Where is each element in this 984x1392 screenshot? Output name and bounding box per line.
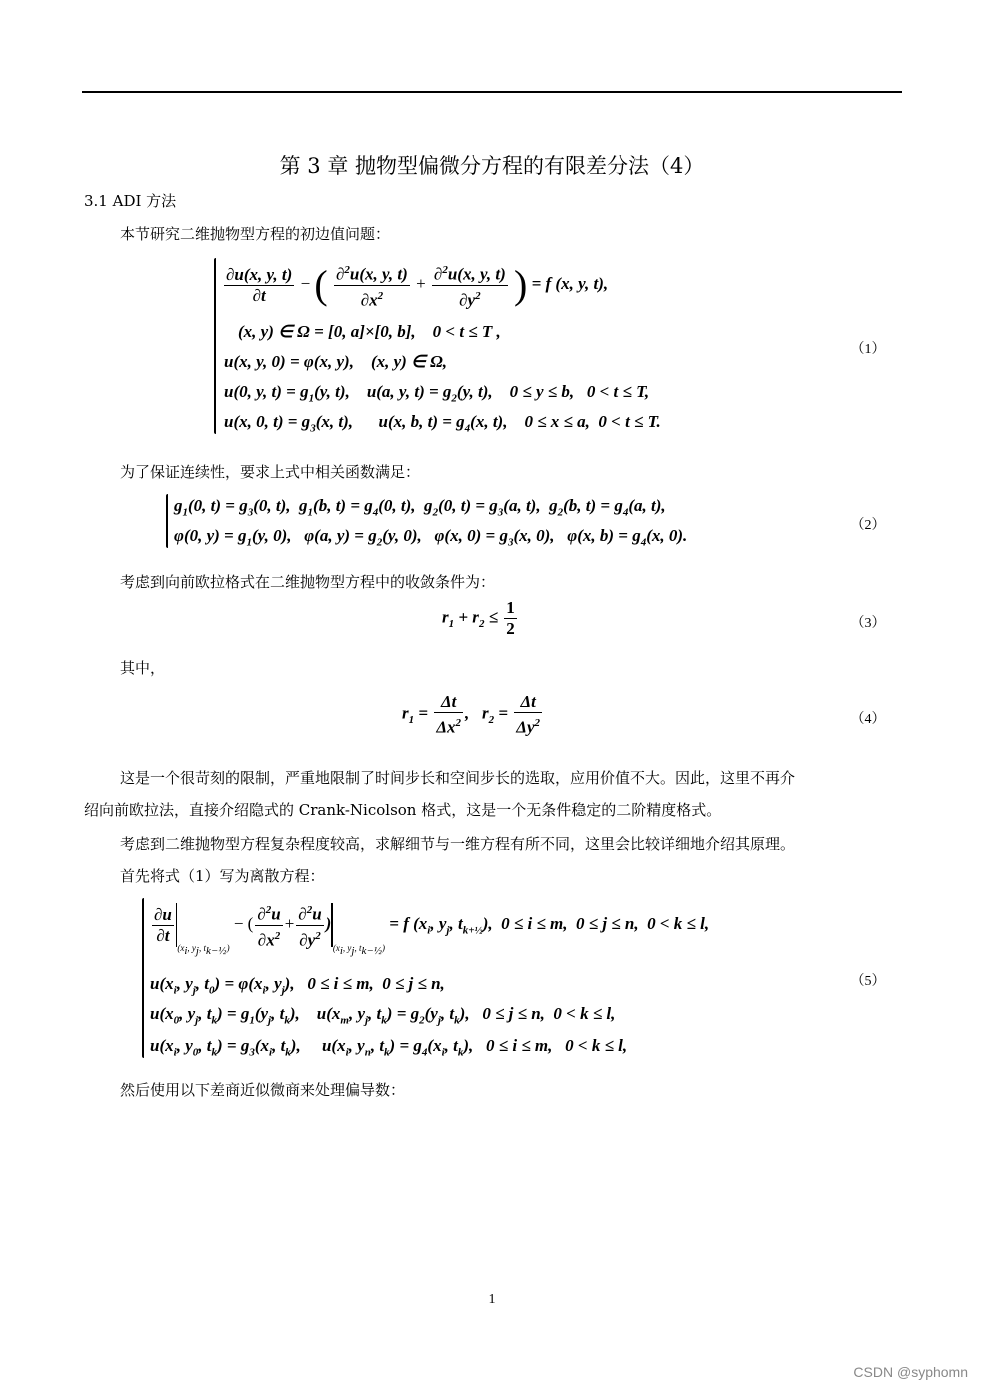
chapter-title: 第 3 章 抛物型偏微分方程的有限差分法（4） xyxy=(279,154,705,178)
eq-number-3: （3） xyxy=(850,616,886,631)
eq5-line1: $\frac{\partial u}{\partial t}$ $_{(x_i, y_j, t_{k-\frac{1}{2}})}$ − ( $\frac{\partial^2u}{\partial x^2}$ + $\frac{\partial^2u}{\partial y^2}$ )$_{(x_i, y_j, t_{k-\frac{1}{2}})} = f$ ($x_i$, $y_j$, $t_{k+\frac{1}{2}}$), 0 ≤ i ≤ m, 0 ≤ j ≤ n, 0 < k ≤ l, xyxy=(150,900,709,957)
eq2-line2: φ(0, $y) = g_1(y$, 0), φ(a, $y) = g_2(y$, 0), φ(x, $0) = g_3(x$, 0), φ(x, $b) = g_4(x$, 0). xyxy=(174,526,688,549)
eq5-line3: $u(x_0$, $y_j$, $t_k) = g_1(y_j$, $t_k$), $u(x_m$, $y_j$, $t_k) = g_2(y_j$, $t_k$), 0 ≤ j ≤ n, 0 < k ≤ l, xyxy=(150,1004,616,1027)
brace-eq1 xyxy=(214,258,216,434)
eq1-line5: u(x, 0, $t) = g_3(x$, t), u(x, b, $t) = g_4(x$, t), 0 ≤ x ≤ a, 0 < t ≤ T. xyxy=(224,412,661,435)
paragraph-euler: 考虑到向前欧拉格式在二维抛物型方程中的收敛条件为： xyxy=(120,573,496,591)
brace-eq2 xyxy=(166,494,168,548)
paragraph-complexity-2: 首先将式（1）写为离散方程： xyxy=(120,867,325,885)
eq3: $r_1 + r_2$ ≤ $\frac{1}{2}$ xyxy=(442,598,515,638)
eq1-line3: u(x, y, 0) = φ(x, y), (x, y) ∈ Ω, xyxy=(224,352,448,371)
eq5-line2: $u(x_i$, $y_j$, $t_0) = \varphi(x_i$, $y_j$), 0 ≤ i ≤ m, 0 ≤ j ≤ n, xyxy=(150,974,445,997)
paragraph-continuity: 为了保证连续性，要求上式中相关函数满足： xyxy=(120,463,421,481)
paragraph-restriction-2: 绍向前欧拉法，直接介绍隐式的 Crank-Nicolson 格式，这是一个无条件稳定的二阶精度格式。 xyxy=(84,801,722,819)
eq2-line1: $g_1(0$, $t) = g_3(0$, t), $g_1(b$, $t) = g_4(0$, t), $g_2(0$, $t) = g_3(a$, t), $g_2(b$, $t) = g_4(a$, t), xyxy=(174,496,666,519)
eq1-line1: $\frac{\partial u(x, y, t)}{\partial t}$ − ( $\frac{\partial^2u(x, y, t)}{\partial x^2}$ + $\frac{\partial^2u(x, y, t)}{\partial y^2}$ ) = f (x, y, t), xyxy=(222,260,608,310)
watermark: CSDN @syphomn xyxy=(853,1364,968,1380)
brace-eq5 xyxy=(142,898,144,1058)
eq1-line4: u(0, y, $t) = g_1(y$, t), u(a, y, $t) = g_2(y$, t), 0 ≤ y ≤ b, 0 < t ≤ T, xyxy=(224,382,650,405)
eq-number-4: （4） xyxy=(850,712,886,727)
eq1-line2: (x, y) ∈ Ω = [0, a]×[0, b], 0 < t ≤ T , xyxy=(238,322,501,341)
paragraph-intro: 本节研究二维抛物型方程的初边值问题： xyxy=(120,225,391,243)
header-rule xyxy=(82,91,902,93)
section-heading: 3.1 ADI 方法 xyxy=(84,192,177,210)
eq4: $r_1$ = $\frac{\Delta t}{\Delta x^2}$ , $r_2$ = $\frac{\Delta t}{\Delta y^2}$ xyxy=(402,692,541,737)
paragraph-complexity-1: 考虑到二维抛物型方程复杂程度较高，求解细节与一维方程有所不同，这里会比较详细地介绍其原理。 xyxy=(120,835,796,853)
paragraph-difference: 然后使用以下差商近似微商来处理偏导数： xyxy=(120,1081,406,1099)
paragraph-where: 其中， xyxy=(120,659,166,677)
eq-number-2: （2） xyxy=(850,518,886,533)
eq-number-1: （1） xyxy=(850,342,886,357)
eq-number-5: （5） xyxy=(850,974,886,989)
page-number: 1 xyxy=(488,1292,496,1307)
paragraph-restriction-1: 这是一个很苛刻的限制，严重地限制了时间步长和空间步长的选取，应用价值不大。因此，这里不再介 xyxy=(120,769,796,787)
eq5-line4: $u(x_i$, $y_0$, $t_k) = g_3(x_i$, $t_k$), $u(x_i$, $y_n$, $t_k) = g_4(x_i$, $t_k$), 0 ≤ i ≤ m, 0 < k ≤ l, xyxy=(150,1036,628,1059)
